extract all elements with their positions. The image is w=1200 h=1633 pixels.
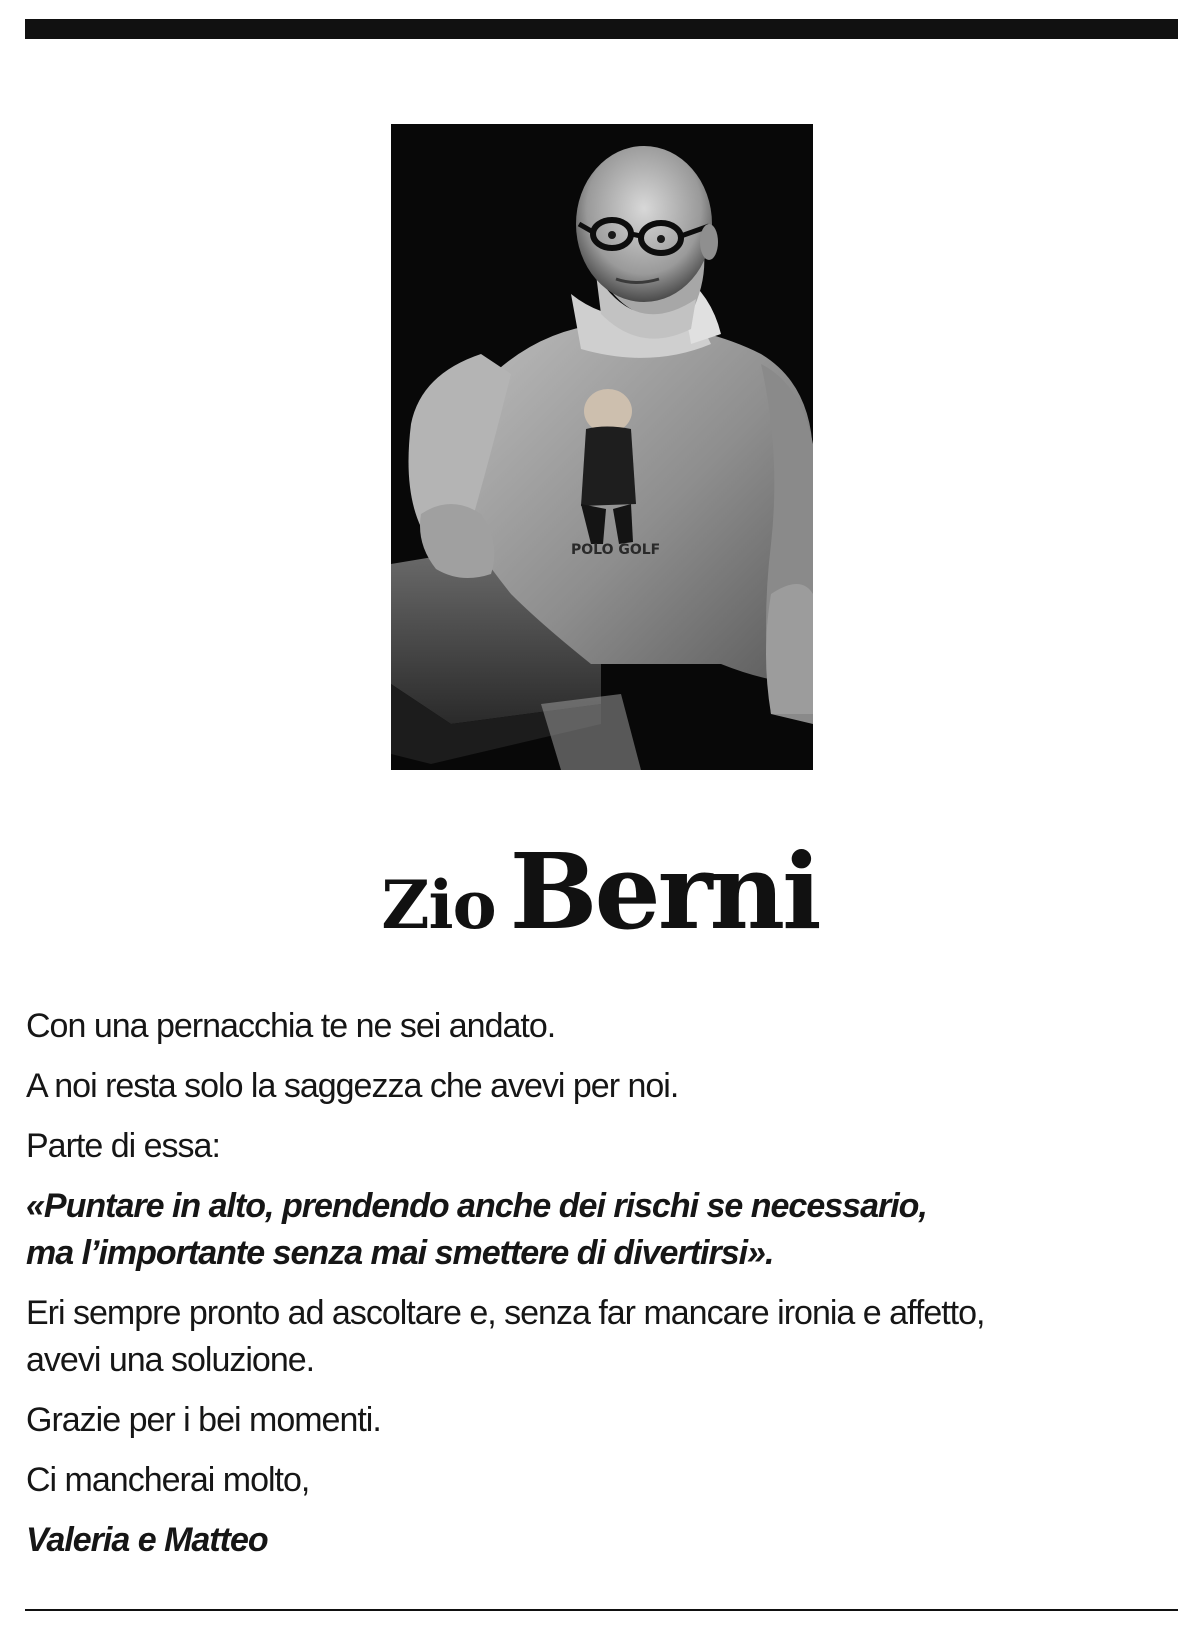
signature: Valeria e Matteo [26, 1521, 268, 1559]
message-line-5: Grazie per i bei momenti. [26, 1401, 381, 1439]
name-prefix: Zio [381, 866, 496, 944]
quote-block [26, 1183, 1176, 1277]
obituary-message [26, 1003, 1176, 1577]
message-line-4a: Eri sempre pronto ad ascoltare e, senza far mancare ironia e affetto, [26, 1294, 985, 1332]
message-line-1: Con una pernacchia te ne sei andato. [26, 1007, 556, 1045]
message-line-2: A noi resta solo la saggezza che avevi per noi. [26, 1067, 679, 1105]
message-paragraph-4 [26, 1290, 1176, 1384]
portrait-photo [391, 124, 813, 770]
portrait-photo-image [391, 124, 813, 770]
name-surname: Berni [509, 830, 819, 953]
deceased-name [0, 830, 1200, 953]
message-line-3: Parte di essa: [26, 1127, 220, 1165]
svg-text:POLO GOLF: POLO GOLF [571, 542, 661, 558]
message-line-6: Ci mancherai molto, [26, 1461, 310, 1499]
quote-line-1: «Puntare in alto, prendendo anche dei rischi se necessario, [26, 1187, 927, 1225]
quote-line-2: ma l’importante senza mai smettere di divertirsi». [26, 1234, 774, 1272]
bottom-divider [25, 1609, 1178, 1611]
message-line-4b: avevi una soluzione. [26, 1341, 315, 1379]
top-divider [25, 19, 1178, 39]
